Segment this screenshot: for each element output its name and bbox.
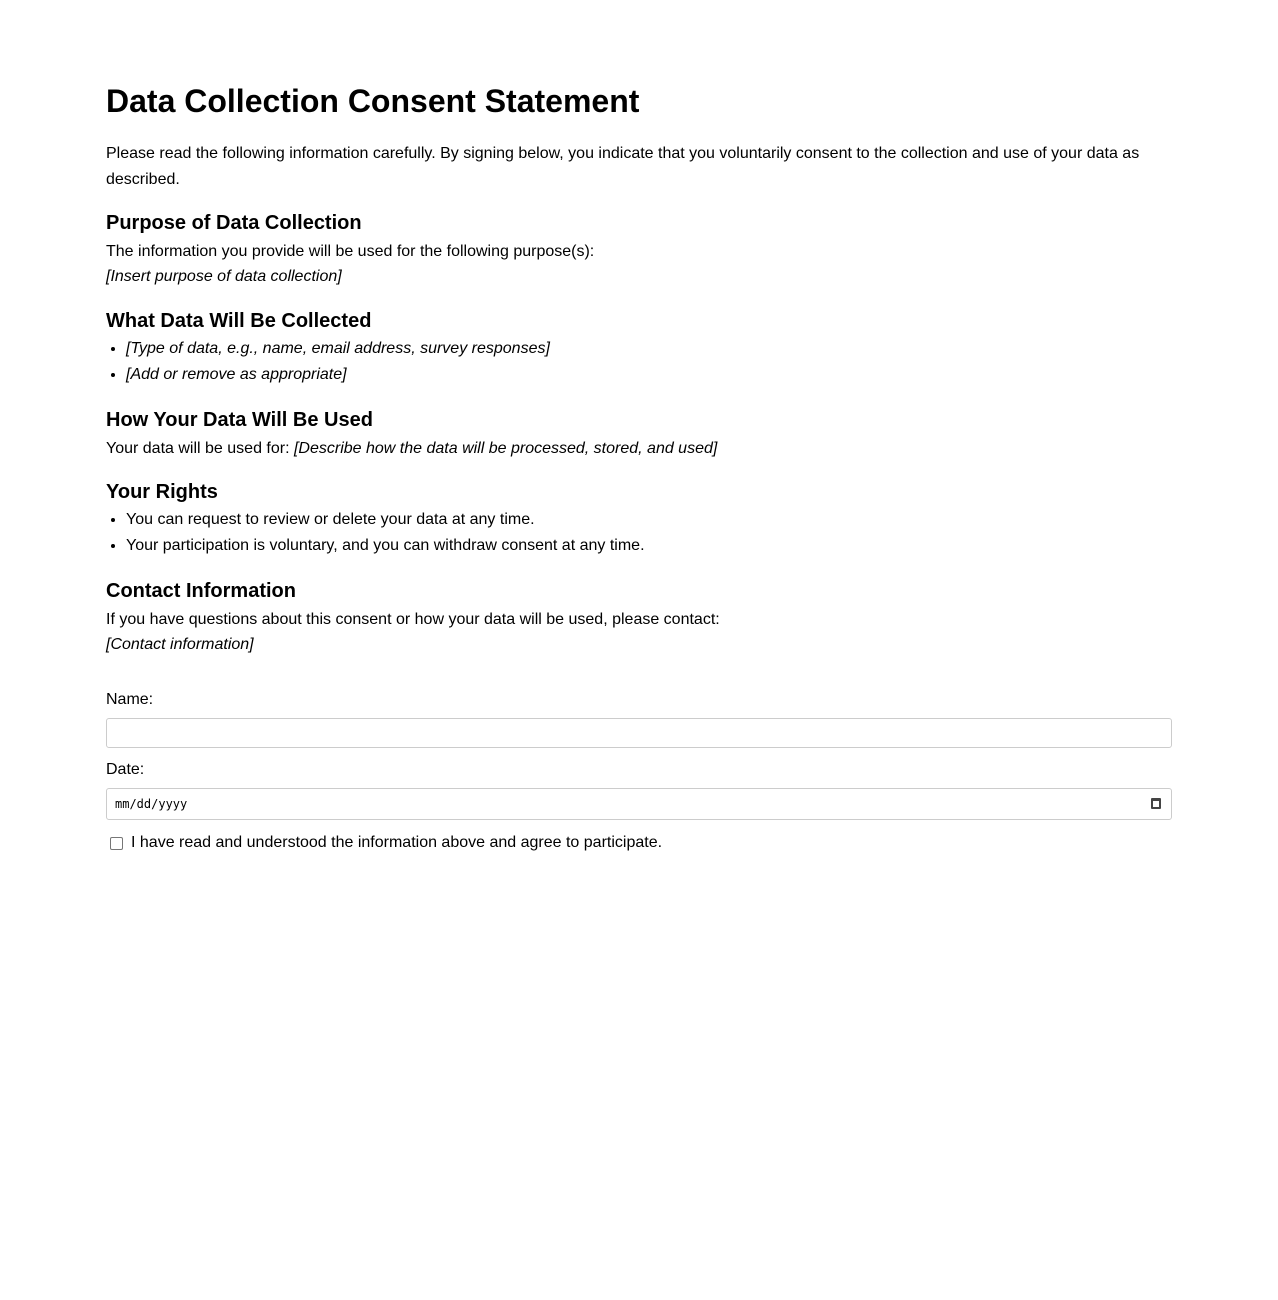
- section-collected: [106, 309, 1172, 388]
- section-heading-rights: Your Rights: [106, 481, 218, 503]
- page-title: Data Collection Consent Statement: [106, 83, 640, 119]
- section-heading-purpose: Purpose of Data Collection: [106, 212, 362, 234]
- usage-placeholder: [Describe how the data will be processed, stored, and used]: [293, 440, 718, 457]
- list-item: • You can request to review or delete your data at any time.: [126, 507, 1172, 533]
- name-input[interactable]: [106, 718, 1172, 748]
- list-item: • Your participation is voluntary, and you can withdraw consent at any time.: [126, 533, 1172, 559]
- contact-placeholder: [Contact information]: [106, 636, 254, 653]
- date-input[interactable]: [106, 788, 1172, 820]
- usage-label: Your data will be used for:: [106, 440, 294, 457]
- section-heading-collected: What Data Will Be Collected: [106, 310, 372, 332]
- contact-text: If you have questions about this consent or how your data will be used, please contact:: [106, 611, 720, 628]
- rights-list: [106, 507, 1172, 559]
- date-placeholder: mm/dd/yyyy: [115, 797, 188, 811]
- purpose-text: The information you provide will be used for the following purpose(s):: [106, 243, 595, 260]
- consent-form: [106, 690, 1172, 852]
- section-contact: [106, 579, 1172, 657]
- intro-paragraph: Please read the following information carefully. By signing below, you indicate that you voluntarily consent to the collection and use of your data as described.: [106, 145, 1140, 188]
- section-heading-usage: How Your Data Will Be Used: [106, 409, 373, 431]
- section-rights: [106, 480, 1172, 559]
- name-label: Name:: [106, 691, 154, 708]
- agree-label[interactable]: I have read and understood the information above and agree to participate.: [131, 834, 663, 851]
- calendar-icon[interactable]: [1151, 798, 1161, 809]
- date-label: Date:: [106, 761, 145, 778]
- section-heading-contact: Contact Information: [106, 580, 296, 602]
- list-item: • [Add or remove as appropriate]: [126, 362, 1172, 388]
- section-purpose: [106, 211, 1172, 289]
- agree-checkbox[interactable]: [110, 837, 123, 850]
- usage-text: [106, 436, 1172, 461]
- section-usage: [106, 408, 1172, 461]
- purpose-placeholder: [Insert purpose of data collection]: [106, 268, 342, 285]
- collected-list: [106, 336, 1172, 388]
- agree-row: [106, 834, 1172, 852]
- list-item: • [Type of data, e.g., name, email address, survey responses]: [126, 336, 1172, 362]
